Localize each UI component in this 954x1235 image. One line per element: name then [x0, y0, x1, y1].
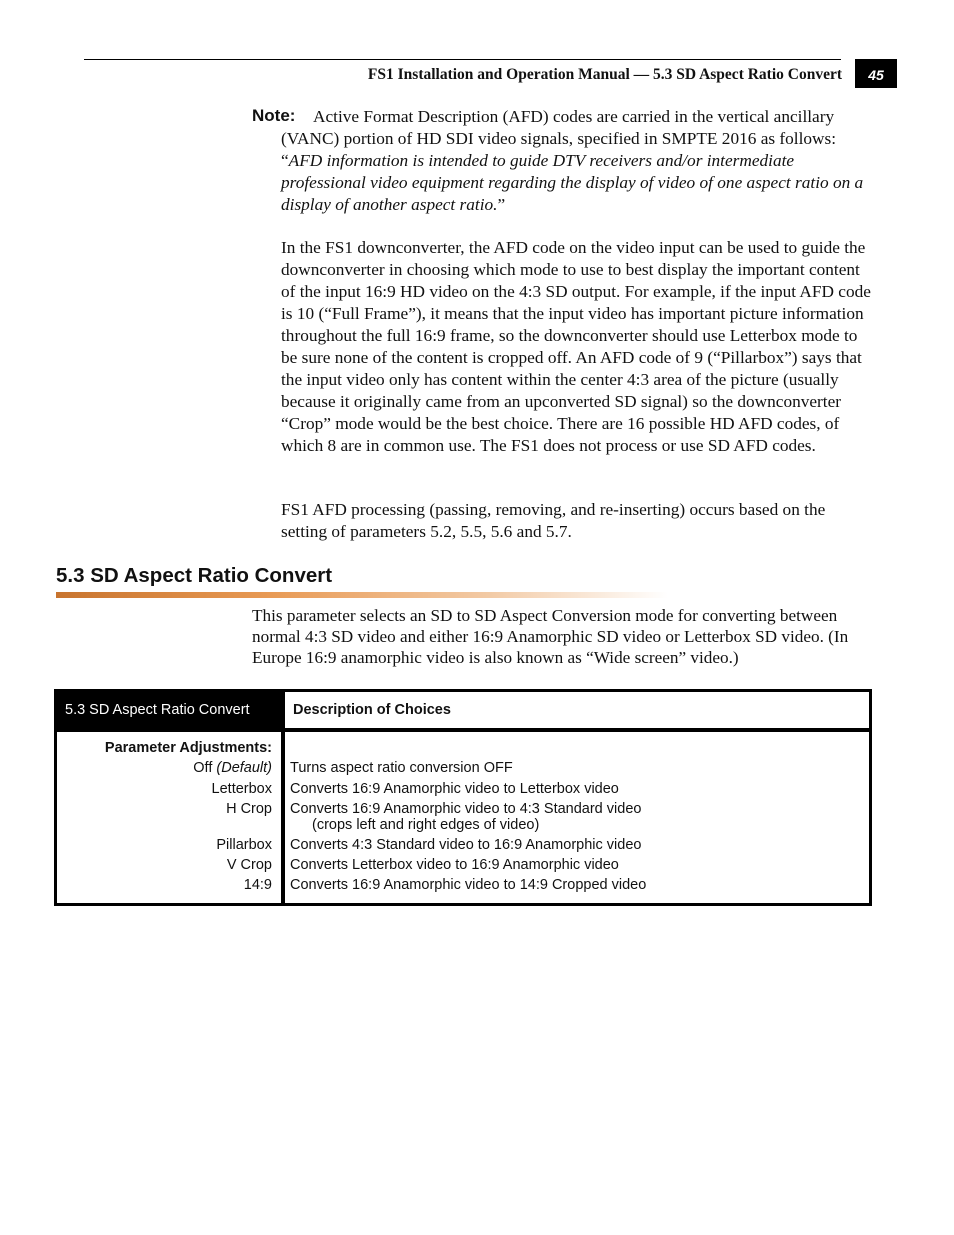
note-intro: Active Format Description (AFD) codes are carried in the vertical ancillary (VANC) portion of HD SDI video signals, specified in SMPTE 2016 as follows: “	[281, 107, 837, 170]
description-pillarbox: Converts 4:3 Standard video to 16:9 Anamorphic video	[290, 837, 642, 853]
note-paragraph-1	[281, 106, 871, 216]
table-header-description: Description of Choices	[281, 692, 869, 728]
option-letterbox: Letterbox	[211, 781, 272, 797]
option-pillarbox: Pillarbox	[216, 837, 272, 853]
option-v-crop: V Crop	[226, 857, 272, 873]
description-h-crop-note: (crops left and right edges of video)	[312, 817, 540, 833]
option-h-crop: H Crop	[226, 801, 272, 817]
running-head: FS1 Installation and Operation Manual — 5.3 SD Aspect Ratio Convert	[367, 66, 842, 83]
description-letterbox: Converts 16:9 Anamorphic video to Letterbox video	[290, 781, 619, 797]
option-label: Off	[193, 760, 213, 776]
page-number: 45	[855, 59, 897, 88]
option-off	[193, 760, 272, 776]
option-14-9: 14:9	[243, 877, 272, 893]
description-v-crop: Converts Letterbox video to 16:9 Anamorphic video	[290, 857, 619, 873]
parameter-adjustments-label: Parameter Adjustments:	[104, 740, 272, 756]
section-rule	[56, 592, 668, 598]
table-header-divider	[57, 728, 869, 732]
note-paragraph-3: FS1 AFD processing (passing, removing, and re-inserting) occurs based on the setting of parameters 5.2, 5.5, 5.6 and 5.7.	[281, 500, 826, 541]
note-label: Note:	[252, 106, 296, 125]
note-paragraph-2: In the FS1 downconverter, the AFD code on the video input can be used to guide the downconverter in choosing which mode to use to best display the important content of the input 16:9 HD video on the 4:3 SD output. For example, if the input AFD code is 10 (“Full Frame”), it means that the input video has important picture information throughout the full 16:9 frame, so the downconverter should use Letterbox mode to be sure none of the content is cropped off. An AFD code of 9 (“Pillarbox”) says that the input video only has content within the center 4:3 area of the picture (usually because it originally came from an upconverted SD signal) so the downconverter “Crop” mode would be the best choice. There are 16 possible HD AFD codes, of which 8 are in common use. The FS1 does not process or use SD AFD codes.	[281, 238, 871, 455]
description-h-crop: Converts 16:9 Anamorphic video to 4:3 Standard video	[290, 801, 642, 817]
parameter-table	[54, 689, 872, 906]
table-column-divider	[281, 728, 285, 903]
option-default-tag: (Default)	[216, 760, 272, 776]
note-quote-close: ”	[497, 195, 506, 214]
description-14-9: Converts 16:9 Anamorphic video to 14:9 Cropped video	[290, 877, 647, 893]
description-off: Turns aspect ratio conversion OFF	[290, 760, 513, 776]
section-title: 5.3 SD Aspect Ratio Convert	[56, 564, 333, 587]
note-quote: AFD information is intended to guide DTV receivers and/or intermediate professional video equipment regarding the display of video of one aspect ratio on a display of another aspect ratio.	[281, 151, 864, 214]
table-header-parameter: 5.3 SD Aspect Ratio Convert	[57, 692, 281, 728]
section-intro: This parameter selects an SD to SD Aspect Conversion mode for converting between normal 4:3 SD video and either 16:9 Anamorphic SD video or Letterbox SD video. (In Europe 16:9 anamorphic video is also known as “Wide screen” video.)	[252, 606, 849, 667]
header-rule	[84, 59, 841, 60]
